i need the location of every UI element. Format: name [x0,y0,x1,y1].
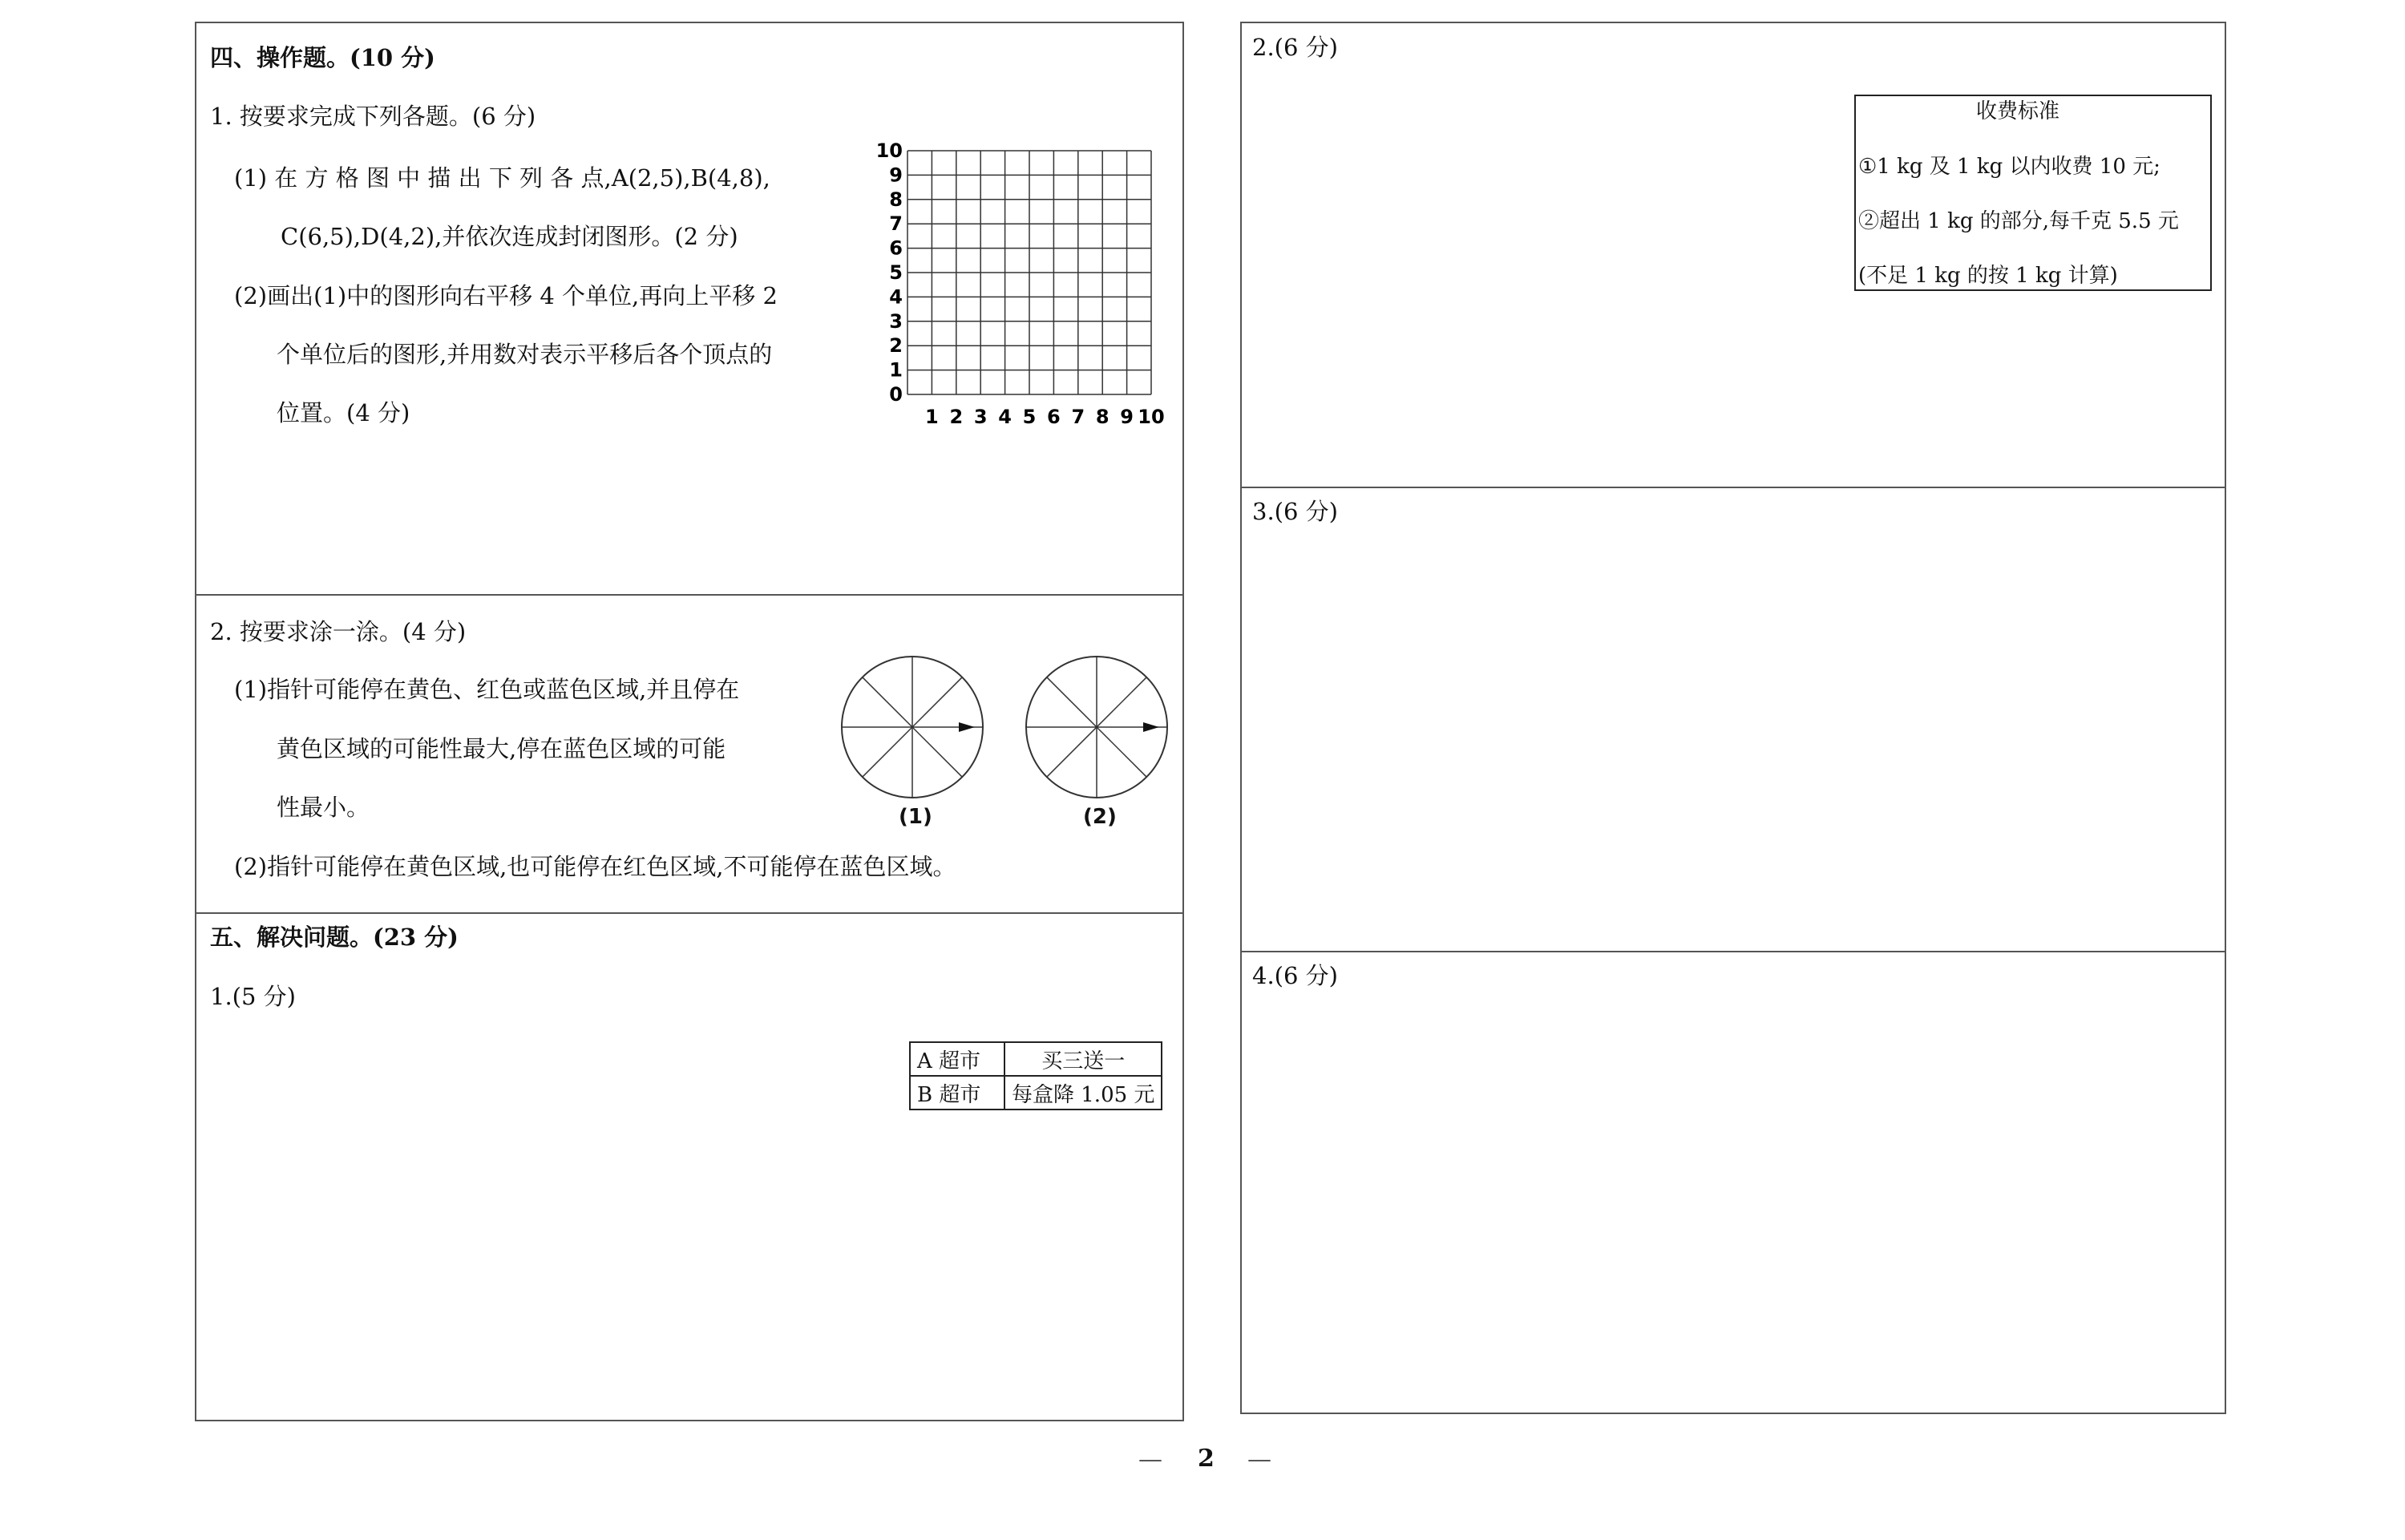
divider [1240,951,2226,952]
question-4-2-part1-line1: (1)指针可能停在黄色、红色或蓝色区域,并且停在 [234,676,740,703]
grid-x-tick-label: 8 [1095,406,1110,428]
question-4-1-title: 1. 按要求完成下列各题。(6 分) [210,103,536,130]
divider [195,594,1184,596]
grid-x-tick-label: 9 [1120,406,1134,428]
table-cell: A 超市 [910,1042,1004,1076]
footer-dash-left: — [1138,1445,1162,1473]
question-5-1-title: 1.(5 分) [210,983,296,1010]
grid-y-tick-label: 8 [889,188,903,211]
pointer-arrow-icon [959,722,975,732]
grid-y-tick-label: 5 [889,261,903,284]
question-4-1-part1-line2: C(6,5),D(4,2),并依次连成封闭图形。(2 分) [281,223,738,250]
grid-y-tick-label: 7 [889,212,903,236]
fee-standard-heading: 收费标准 [1976,99,2060,123]
grid-x-tick-label: 5 [1022,406,1037,428]
question-5-3-title: 3.(6 分) [1252,498,1338,525]
fee-standard-line-1: ①1 kg 及 1 kg 以内收费 10 元; [1858,155,2160,179]
grid-y-tick-label: 4 [889,285,903,309]
grid-x-tick-label: 7 [1071,406,1085,428]
table-row [910,1076,1162,1110]
grid-x-tick-label: 6 [1047,406,1061,428]
section-4-title: 四、操作题。(10 分) [210,44,435,71]
grid-y-tick-label: 0 [889,383,903,406]
table-row [910,1042,1162,1076]
question-4-1-part2-line2: 个单位后的图形,并用数对表示平移后各个顶点的 [277,341,773,368]
table-cell: B 超市 [910,1076,1004,1110]
question-4-2-part1-line3: 性最小。 [277,794,370,821]
question-4-1-part2-line3: 位置。(4 分) [277,399,410,426]
grid-y-tick-label: 1 [889,358,903,382]
fee-standard-line-3: (不足 1 kg 的按 1 kg 计算) [1858,264,2118,288]
question-4-1-part2-line1: (2)画出(1)中的图形向右平移 4 个单位,再向上平移 2 [234,282,778,309]
supermarket-price-table [909,1041,1162,1110]
table-cell: 每盒降 1.05 元 [1004,1076,1162,1110]
footer-dash-right: — [1247,1445,1271,1473]
table-cell: 买三送一 [1004,1042,1162,1076]
spinner-2[interactable] [1023,653,1170,801]
grid-x-tick-label: 2 [949,406,964,428]
spinner-2-label: (2) [1083,805,1117,829]
grid-y-tick-label: 9 [889,164,903,187]
coordinate-grid[interactable] [874,136,1178,429]
grid-x-tick-label: 1 [925,406,939,428]
grid-y-tick-label: 2 [889,334,903,358]
spinner-1-label: (1) [899,805,932,829]
question-5-4-title: 4.(6 分) [1252,962,1338,989]
question-5-2-title: 2.(6 分) [1252,34,1338,61]
question-4-2-title: 2. 按要求涂一涂。(4 分) [210,618,467,645]
section-5-title: 五、解决问题。(23 分) [210,924,459,951]
grid-y-tick-label: 3 [889,309,903,333]
question-4-2-part2: (2)指针可能停在黄色区域,也可能停在红色区域,不可能停在蓝色区域。 [234,853,956,880]
grid-x-tick-label: 4 [998,406,1012,428]
divider [1240,487,2226,488]
grid-x-tick-label: 3 [973,406,988,428]
question-4-1-part1-line1: (1) 在 方 格 图 中 描 出 下 列 各 点,A(2,5),B(4,8), [234,164,770,192]
fee-standard-line-2: ②超出 1 kg 的部分,每千克 5.5 元 [1858,209,2179,233]
grid-y-tick-label: 6 [889,236,903,260]
question-4-2-part1-line2: 黄色区域的可能性最大,停在蓝色区域的可能 [277,735,726,762]
page-number: 2 [1198,1445,1215,1473]
fee-standard-box [1854,95,2212,291]
grid-y-tick-label: 10 [875,139,903,162]
pointer-arrow-icon [1143,722,1159,732]
spinner-1[interactable] [839,653,986,801]
divider [195,912,1184,914]
grid-x-tick-label: 10 [1138,406,1165,428]
